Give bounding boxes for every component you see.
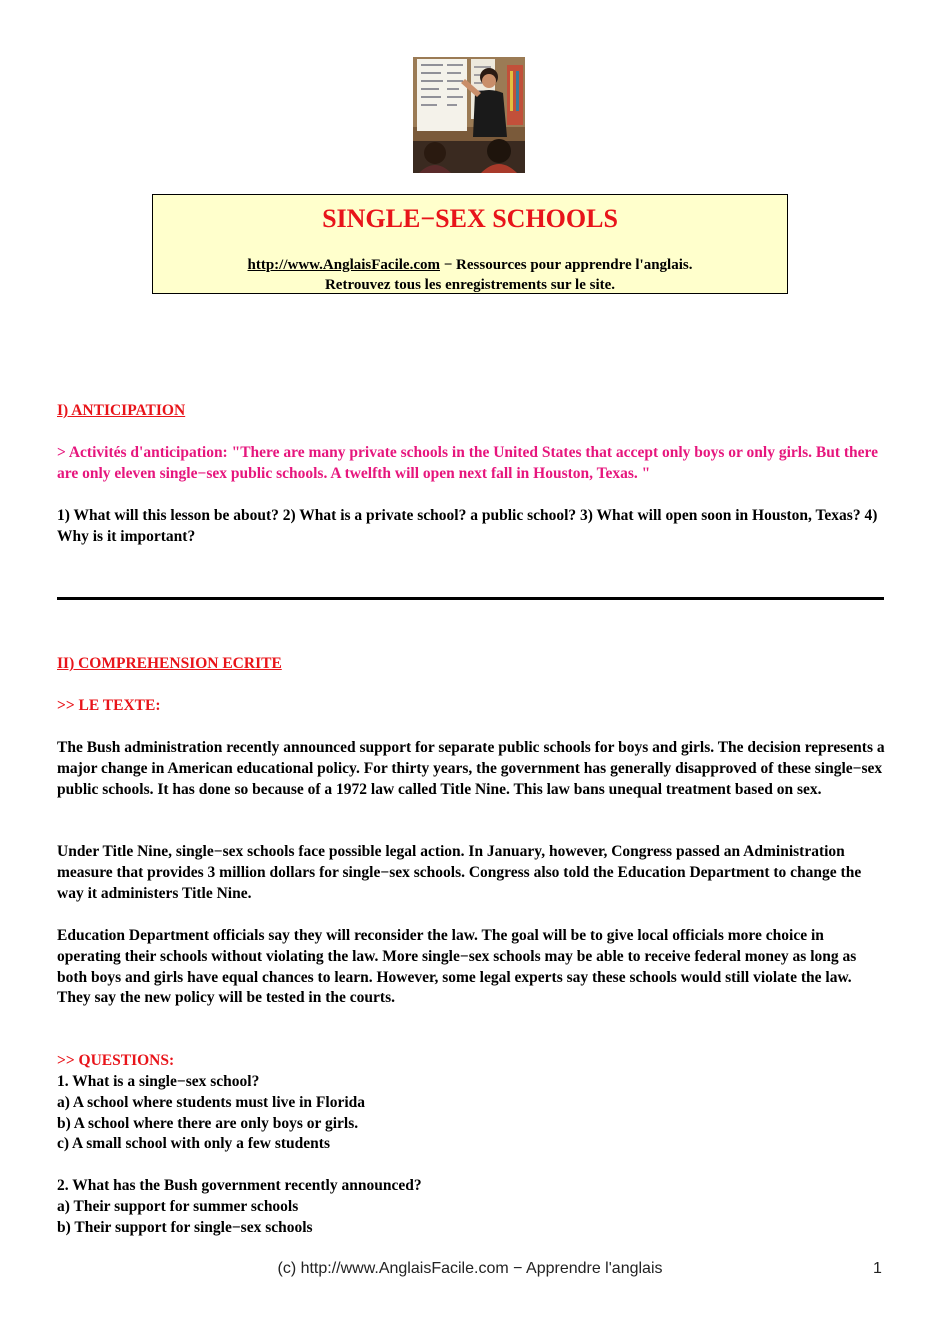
anticipation-heading: I) ANTICIPATION	[57, 402, 186, 419]
anticipation-questions: 1) What will this lesson be about? 2) What is a private school? a public school? 3) What will open soon in Houston, Texas? 4) Why is it important?	[57, 507, 878, 545]
answer-option: c) A small school with only a few students	[57, 1135, 330, 1153]
text-label: >> LE TEXTE:	[57, 697, 161, 714]
question-text: 2. What has the Bush government recently announced?	[57, 1177, 422, 1194]
site-link[interactable]: http://www.AnglaisFacile.com	[247, 257, 440, 273]
answer-option: b) Their support for single−sex schools	[57, 1218, 313, 1236]
title-box	[152, 194, 788, 294]
activity-label: > Activités d'anticipation:	[57, 444, 228, 461]
anticipation-activity	[57, 443, 887, 485]
footer-text: (c) http://www.AnglaisFacile.com − Apprendre l'anglais	[277, 1260, 663, 1277]
classroom-teacher-photo-icon	[413, 57, 525, 173]
site-line-rest: − Ressources pour apprendre l'anglais.	[440, 257, 693, 273]
site-line-2: Retrouvez tous les enregistrements sur le site.	[324, 277, 616, 293]
answer-option: b) A school where there are only boys or girls.	[57, 1114, 359, 1132]
paragraph: Education Department officials say they will reconsider the law. The goal will be to give local officials more choice in operating their schools without violating the law. More single−sex schools may be able to receive federal money as long as both boys and girls have equal chances to learn. However, some legal experts say these schools would still violate the law. They say the new policy will be tested in the courts.	[57, 927, 857, 1007]
question-2	[57, 1176, 887, 1238]
paragraph: The Bush administration recently announced support for separate public schools for boys and girls. The decision represents a major change in American educational policy. For thirty years, the government has generally disapproved of these single−sex public schools. It has done so because of a 1972 law called Title Nine. This law bans unequal treatment based on sex.	[57, 739, 885, 798]
answer-option: a) Their support for summer schools	[57, 1197, 299, 1215]
classroom-photo	[413, 57, 525, 173]
page-number: 1	[873, 1260, 882, 1277]
section-divider	[57, 597, 884, 600]
answer-option: a) A school where students must live in Florida	[57, 1093, 366, 1111]
page-title: SINGLE−SEX SCHOOLS	[322, 204, 618, 233]
questions-label: >> QUESTIONS:	[57, 1052, 175, 1069]
comprehension-heading: II) COMPREHENSION ECRITE	[57, 655, 282, 672]
paragraph: Under Title Nine, single−sex schools face possible legal action. In January, however, Congress passed an Administration measure that provides 3 million dollars for single−sex schools. Congress also told the Education Department to change the way it administers Title Nine.	[57, 843, 862, 902]
activity-quote: "There are many private schools in the United States that accept only boys or only girls. But there are only eleven single−sex public schools. A twelfth will open next fall in Houston, Texas. "	[57, 444, 878, 482]
question-1	[57, 1072, 887, 1155]
site-info	[153, 255, 787, 295]
question-text: 1. What is a single−sex school?	[57, 1073, 260, 1090]
